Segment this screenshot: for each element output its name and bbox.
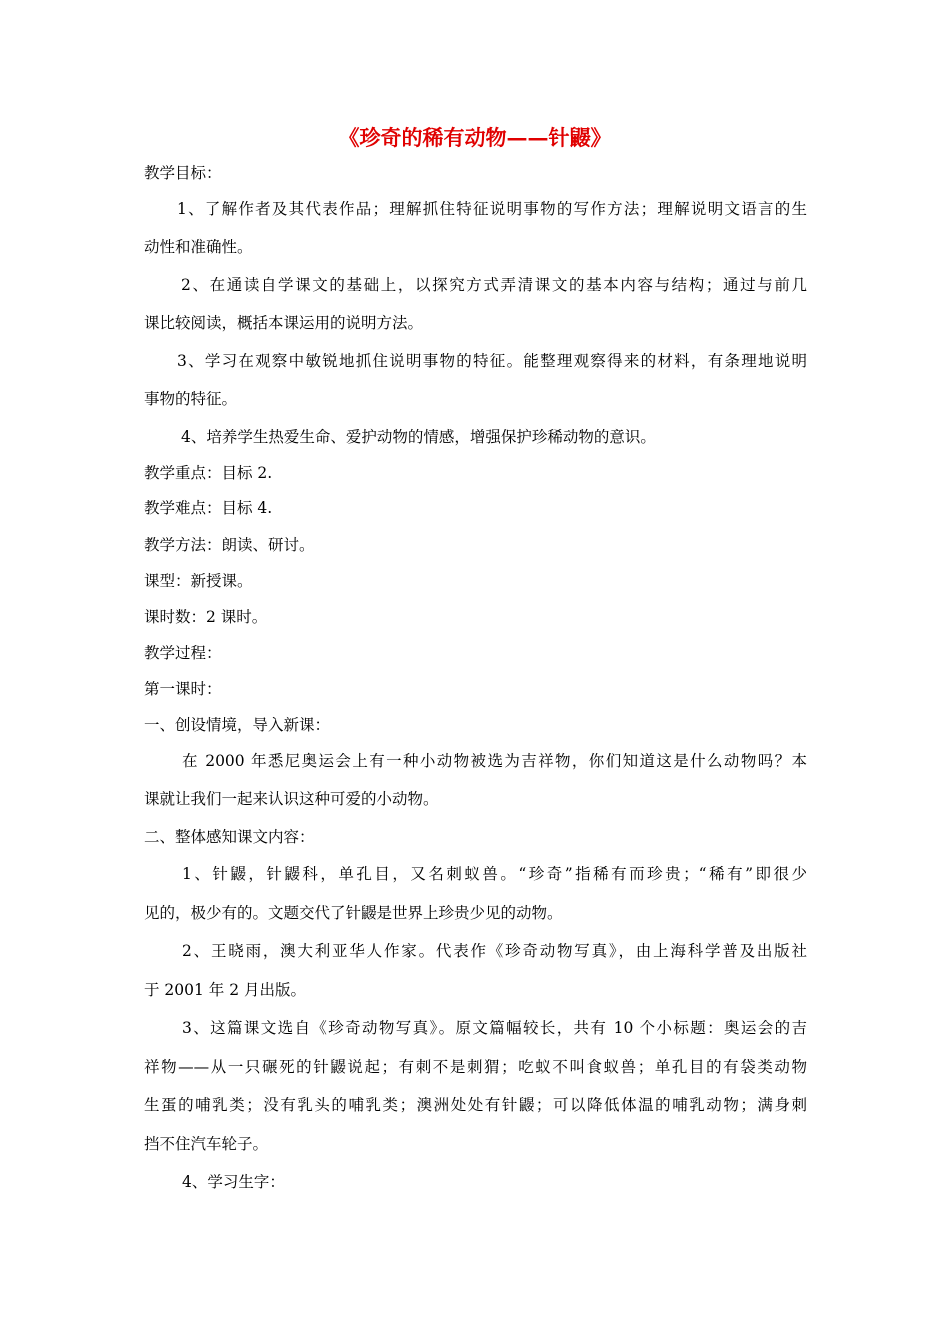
paragraph-line: 事物的特征。 — [144, 390, 238, 408]
lesson-hours: 课时数：2 课时。 — [144, 608, 268, 626]
paragraph-line: 1、针鼹，针鼹科，单孔目，又名刺蚁兽。“珍奇”指稀有而珍贵；“稀有”即很少 — [182, 865, 807, 883]
section-heading-first-lesson: 第一课时： — [144, 680, 222, 698]
paragraph-line: 4、学习生字： — [182, 1173, 285, 1191]
teaching-difficulty: 教学难点：目标 4. — [144, 499, 273, 517]
paragraph-line: 3、这篇课文选自《珍奇动物写真》。原文篇幅较长，共有 10 个小标题：奥运会的吉 — [182, 1019, 807, 1037]
paragraph-line: 3、学习在观察中敏锐地抓住说明事物的特征。能整理观察得来的材料，有条理地说明 — [177, 352, 807, 370]
section-heading-teaching-process: 教学过程： — [144, 644, 222, 662]
teaching-focus: 教学重点：目标 2. — [144, 464, 273, 482]
paragraph-line: 课比较阅读，概括本课运用的说明方法。 — [144, 314, 424, 332]
paragraph-line: 课就让我们一起来认识这种可爱的小动物。 — [144, 790, 439, 808]
paragraph-line: 4、培养学生热爱生命、爱护动物的情感，增强保护珍稀动物的意识。 — [181, 428, 656, 446]
paragraph-line: 见的，极少有的。文题交代了针鼹是世界上珍贵少见的动物。 — [144, 904, 563, 922]
document-title: 《珍奇的稀有动物——针鼹》 — [338, 125, 612, 150]
paragraph-line: 祥物——从一只碾死的针鼹说起；有刺不是刺猬；吃蚁不叫食蚁兽；单孔目的有袋类动物 — [144, 1058, 807, 1076]
section-heading-overview: 二、整体感知课文内容： — [144, 828, 315, 846]
paragraph-line: 于 2001 年 2 月出版。 — [144, 981, 307, 999]
paragraph-line: 1、了解作者及其代表作品；理解抓住特征说明事物的写作方法；理解说明文语言的生 — [177, 200, 807, 218]
paragraph-line: 2、王晓雨，澳大利亚华人作家。代表作《珍奇动物写真》，由上海科学普及出版社 — [182, 942, 807, 960]
paragraph-line: 2、在通读自学课文的基础上，以探究方式弄清课文的基本内容与结构；通过与前几 — [181, 276, 807, 294]
paragraph-line: 动性和准确性。 — [144, 238, 253, 256]
lesson-type: 课型：新授课。 — [144, 572, 253, 590]
paragraph-line: 在 2000 年悉尼奥运会上有一种小动物被选为吉祥物，你们知道这是什么动物吗？本 — [182, 752, 807, 770]
section-heading-teaching-goals: 教学目标： — [144, 164, 222, 182]
paragraph-line: 生蛋的哺乳类；没有乳头的哺乳类；澳洲处处有针鼹；可以降低体温的哺乳动物；满身刺 — [144, 1096, 807, 1114]
section-heading-intro: 一、创设情境，导入新课： — [144, 716, 331, 734]
paragraph-line: 挡不住汽车轮子。 — [144, 1135, 269, 1153]
teaching-method: 教学方法：朗读、研讨。 — [144, 536, 315, 554]
